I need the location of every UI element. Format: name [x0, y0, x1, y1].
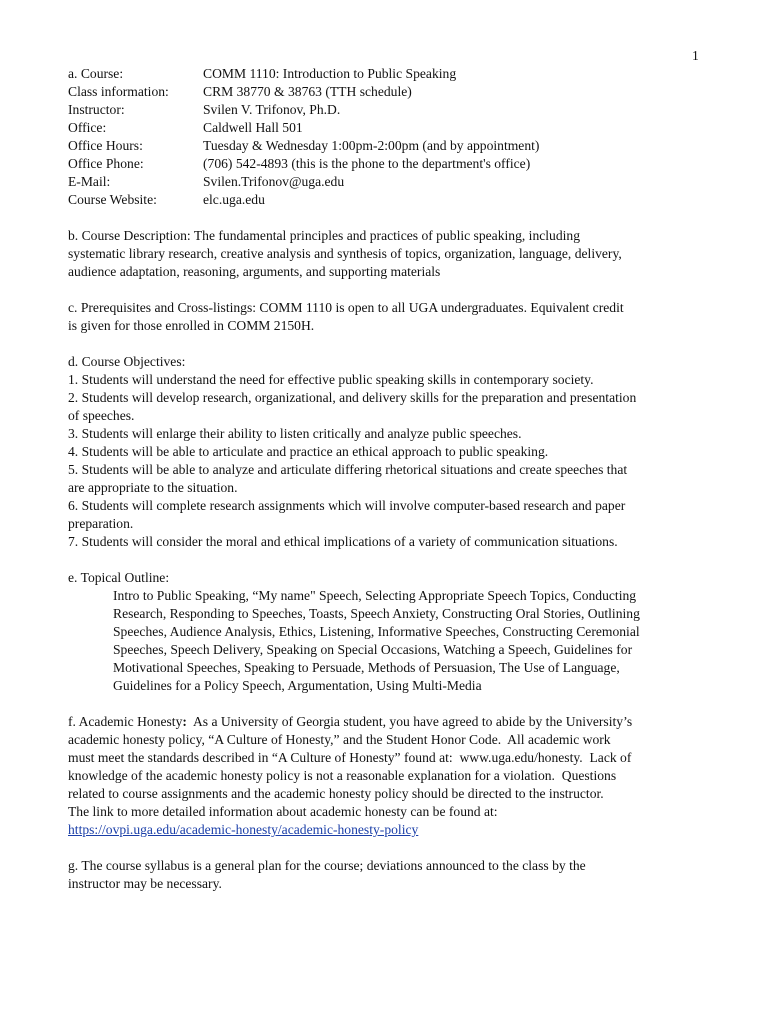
- objective-line: 5. Students will be able to analyze and articulate differing rhetorical situations and create speeches that: [68, 462, 628, 477]
- academic-honesty-line: The link to more detailed information about academic honesty can be found at:: [68, 804, 498, 819]
- course-description-section: [68, 227, 718, 281]
- objective-line: 2. Students will develop research, organizational, and delivery skills for the preparation and presentation: [68, 390, 637, 405]
- prerequisites-line: is given for those enrolled in COMM 2150H.: [68, 318, 315, 333]
- course-info-label: Office Phone:: [68, 156, 144, 171]
- objective-line: 4. Students will be able to articulate and practice an ethical approach to public speaking.: [68, 444, 549, 459]
- course-info-row: [68, 65, 539, 83]
- objective-line: 3. Students will enlarge their ability to listen critically and analyze public speeches.: [68, 426, 522, 441]
- objective-line: 7. Students will consider the moral and ethical implications of a variety of communication situations.: [68, 534, 618, 549]
- prerequisites-section: [68, 299, 718, 335]
- course-info-label: Office:: [68, 120, 107, 135]
- course-info-value: Svilen V. Trifonov, Ph.D.: [203, 102, 341, 117]
- academic-honesty-line: must meet the standards described in “A Culture of Honesty” found at: www.uga.edu/honesty. Lack of: [68, 750, 632, 765]
- academic-honesty-line: academic honesty policy, “A Culture of Honesty,” and the Student Honor Code. All academic work: [68, 732, 611, 747]
- topical-outline-section: [68, 569, 718, 695]
- academic-honesty-line: related to course assignments and the academic honesty policy should be directed to the instructor.: [68, 786, 604, 801]
- objectives-heading: d. Course Objectives:: [68, 354, 186, 369]
- course-info-label: Course Website:: [68, 192, 157, 207]
- topical-outline-line: Motivational Speeches, Speaking to Persuade, Methods of Persuasion, The Use of Language,: [113, 660, 620, 675]
- course-info-row: [68, 83, 539, 101]
- course-info-value: Caldwell Hall 501: [203, 120, 303, 135]
- topical-outline-line: Speeches, Speech Delivery, Speaking on Special Occasions, Watching a Speech, Guidelines for: [113, 642, 633, 657]
- course-description-line: systematic library research, creative analysis and synthesis of topics, organization, language, delivery,: [68, 246, 622, 261]
- course-description-line: b. Course Description: The fundamental principles and practices of public speaking, including: [68, 228, 581, 243]
- objective-line: of speeches.: [68, 408, 135, 423]
- course-info-label: Office Hours:: [68, 138, 143, 153]
- topical-outline-line: Research, Responding to Speeches, Toasts, Speech Anxiety, Constructing Oral Stories, Outlining: [113, 606, 640, 621]
- course-info-label: Instructor:: [68, 102, 125, 117]
- topical-outline-list: [68, 587, 718, 695]
- course-objectives-section: [68, 353, 718, 551]
- objective-line: preparation.: [68, 516, 134, 531]
- course-info-value: elc.uga.edu: [203, 192, 265, 207]
- topical-outline-line: Intro to Public Speaking, “My name" Speech, Selecting Appropriate Speech Topics, Conducting: [113, 588, 637, 603]
- academic-honesty-label: f. Academic Honesty: [68, 714, 183, 729]
- page-number: 1: [692, 48, 699, 63]
- academic-honesty-policy-link[interactable]: https://ovpi.uga.edu/academic-honesty/academic-honesty-policy: [68, 822, 419, 837]
- course-info-row: [68, 119, 539, 137]
- syllabus-body: [68, 65, 718, 893]
- course-info-label: E-Mail:: [68, 174, 111, 189]
- course-info-label: Class information:: [68, 84, 169, 99]
- academic-honesty-colon: :: [182, 714, 187, 729]
- course-info-table: [68, 65, 539, 209]
- course-info-row: [68, 137, 539, 155]
- topical-outline-heading: e. Topical Outline:: [68, 570, 170, 585]
- course-info-row: [68, 101, 539, 119]
- objective-line: 6. Students will complete research assignments which will involve computer-based research and paper: [68, 498, 626, 513]
- topical-outline-line: Speeches, Audience Analysis, Ethics, Listening, Informative Speeches, Constructing Ceremonial: [113, 624, 640, 639]
- syllabus-note-section: [68, 857, 718, 893]
- course-info-value: Svilen.Trifonov@uga.edu: [203, 174, 345, 189]
- syllabus-note-line: g. The course syllabus is a general plan for the course; deviations announced to the class by the: [68, 858, 586, 873]
- course-info-row: [68, 173, 539, 191]
- academic-honesty-first-line: [68, 713, 718, 731]
- course-info-value: (706) 542-4893 (this is the phone to the department's office): [203, 156, 531, 171]
- course-info-row: [68, 155, 539, 173]
- objective-line: 1. Students will understand the need for effective public speaking skills in contemporary society.: [68, 372, 594, 387]
- academic-honesty-intro: As a University of Georgia student, you have agreed to abide by the University’s: [186, 714, 633, 729]
- prerequisites-line: c. Prerequisites and Cross-listings: COMM 1110 is open to all UGA undergraduates. Equivalent credit: [68, 300, 624, 315]
- topical-outline-line: Guidelines for a Policy Speech, Argumentation, Using Multi-Media: [113, 678, 482, 693]
- syllabus-note-line: instructor may be necessary.: [68, 876, 222, 891]
- objective-line: are appropriate to the situation.: [68, 480, 238, 495]
- course-info-label: a. Course:: [68, 66, 124, 81]
- academic-honesty-section: [68, 713, 718, 839]
- academic-honesty-line: knowledge of the academic honesty policy is not a reasonable explanation for a violation. Questions: [68, 768, 617, 783]
- course-info-row: [68, 191, 539, 209]
- course-description-line: audience adaptation, reasoning, arguments, and supporting materials: [68, 264, 441, 279]
- course-info-value: CRM 38770 & 38763 (TTH schedule): [203, 84, 412, 99]
- course-info-value: COMM 1110: Introduction to Public Speaking: [203, 66, 457, 81]
- course-info-value: Tuesday & Wednesday 1:00pm-2:00pm (and by appointment): [203, 138, 540, 153]
